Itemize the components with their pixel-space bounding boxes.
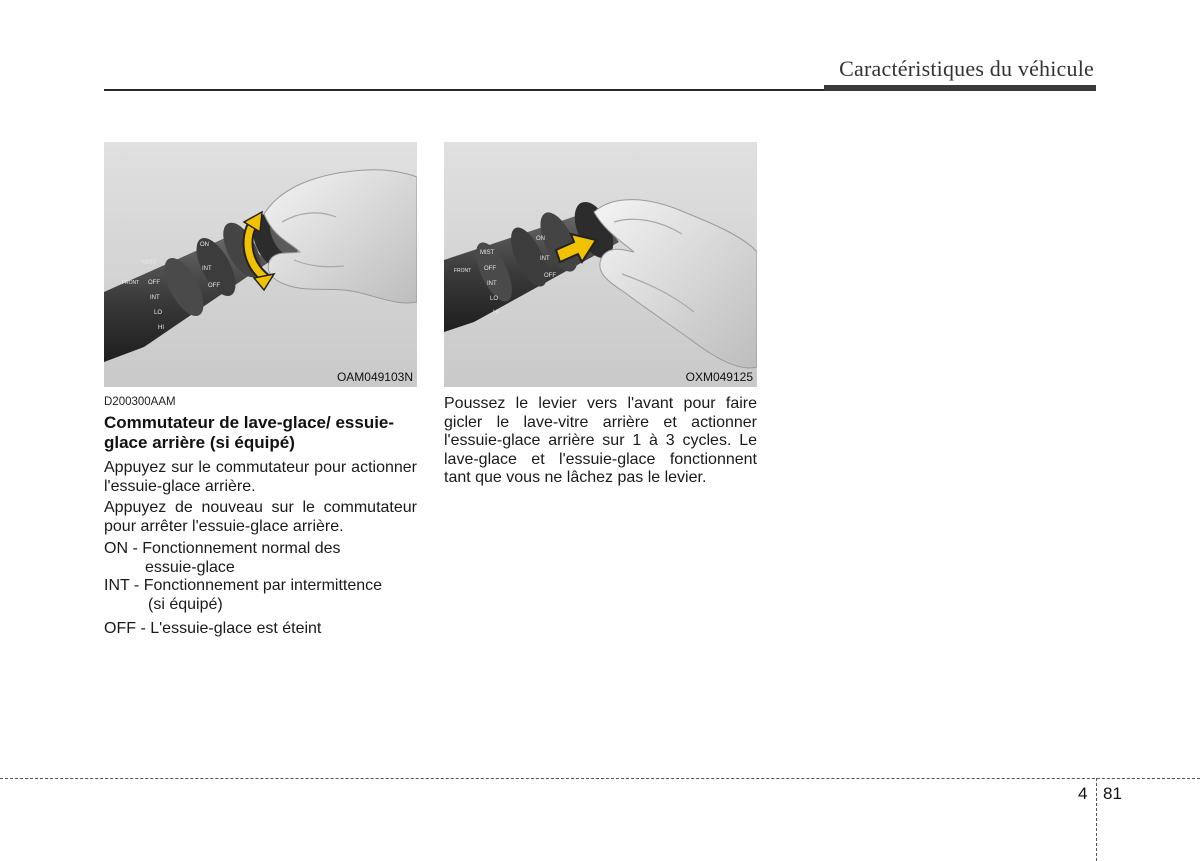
figure-rear-washer-push bbox=[444, 142, 757, 387]
lever-label-off-2: OFF bbox=[208, 283, 220, 289]
lever-label-int: INT bbox=[150, 295, 160, 301]
mode-off-item bbox=[104, 620, 321, 639]
lever-label-off: OFF bbox=[484, 266, 496, 272]
lever-label-int-2: INT bbox=[202, 266, 212, 272]
page-header-title: Caractéristiques du véhicule bbox=[839, 56, 1094, 81]
lever-label-on: ON bbox=[536, 236, 545, 242]
lever-label-hi: HI bbox=[158, 325, 164, 331]
lever-label-front: FRONT bbox=[454, 268, 472, 274]
lever-label-int: INT bbox=[487, 281, 497, 287]
figure-rear-wiper-switch bbox=[104, 142, 417, 387]
header-rule-accent bbox=[824, 85, 1096, 91]
paragraph-washer-push: Poussez le levier vers l'avant pour faire gicler le lave-vitre arrière et actionner l'essuie-glace arrière sur 1 à 3 cycles. Le lave-glace et l'essuie-glace fonctionnent tant que vous ne lâchez pas le levier. bbox=[444, 395, 757, 486]
paragraph-deactivate: Appuyez de nouveau sur le commutateur pour arrêter l'essuie-glace arrière. bbox=[104, 499, 417, 535]
lever-label-lo: LO bbox=[154, 310, 163, 316]
mode-int-line1: INT - Fonctionnement par intermittence bbox=[104, 577, 383, 594]
section-code: D200300AAM bbox=[104, 396, 176, 408]
mode-int-line2: (si équipé) bbox=[148, 595, 223, 613]
footer-dashed-rule bbox=[0, 778, 1200, 779]
lever-label-mist: MIST bbox=[142, 260, 157, 266]
lever-label-on: ON bbox=[200, 242, 209, 248]
mode-on-line1: ON - Fonctionnement normal des bbox=[104, 540, 341, 557]
lever-label-front: FRONT bbox=[122, 280, 140, 286]
lever-label-lo: LO bbox=[490, 296, 499, 302]
mode-on-line2: essuie-glace bbox=[145, 558, 235, 576]
paragraph-activate: Appuyez sur le commutateur pour actionner l'essuie-glace arrière. bbox=[104, 459, 417, 495]
mode-on-item bbox=[104, 540, 341, 577]
figure-code: OAM049103N bbox=[336, 370, 413, 384]
figure-code: OXM049125 bbox=[685, 370, 753, 384]
mode-int-item bbox=[104, 577, 382, 614]
page-chapter-number: 4 bbox=[1078, 784, 1088, 803]
lever-label-off-2: OFF bbox=[544, 273, 556, 279]
page-number: 81 bbox=[1103, 784, 1122, 803]
lever-label-int-2: INT bbox=[540, 256, 550, 262]
lever-label-hi: HI bbox=[493, 310, 499, 316]
figure-2-illustration bbox=[444, 142, 757, 387]
mode-off-line1: OFF - L'essuie-glace est éteint bbox=[104, 620, 322, 637]
lever-label-off: OFF bbox=[148, 280, 160, 286]
lever-label-mist: MIST bbox=[480, 250, 495, 256]
section-title: Commutateur de lave-glace/ essuie-glace arrière (si équipé) bbox=[104, 413, 395, 452]
footer-dashed-divider bbox=[1096, 778, 1097, 861]
figure-1-illustration bbox=[104, 142, 417, 387]
